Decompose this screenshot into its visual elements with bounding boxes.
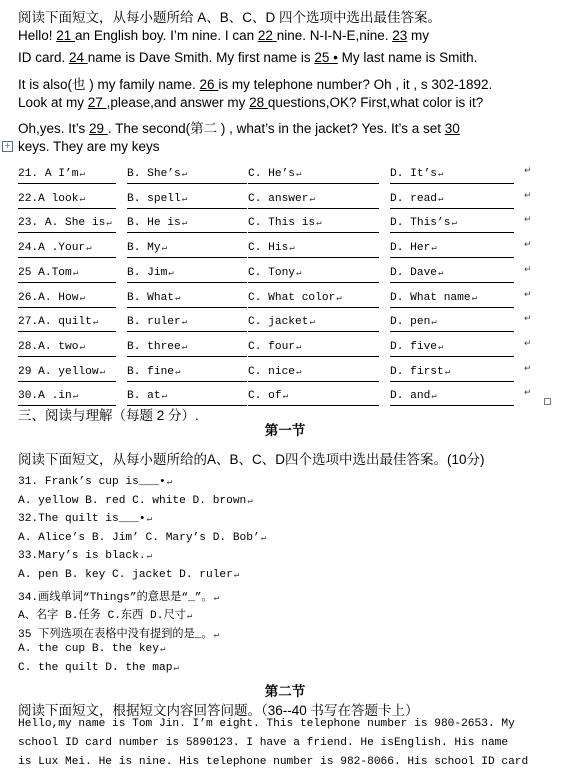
- option-cell: [127, 212, 247, 233]
- row-end-mark-icon: ↵: [524, 387, 532, 398]
- passage-2-line: Hello,my name is Tom Jin. I’m eight. This telephone number is 980-2653. My: [18, 718, 515, 730]
- option-text: B. spell: [127, 192, 181, 205]
- paragraph-mark-icon: ↵: [438, 341, 444, 352]
- option-text: 26.A. How: [18, 291, 79, 304]
- paragraph-mark-icon: ↵: [181, 193, 188, 204]
- option-cell: [390, 311, 514, 332]
- option-cell: [127, 163, 247, 184]
- passage-text: My last name is Smith.: [337, 50, 478, 65]
- section-1-heading: 第一节: [264, 423, 306, 438]
- option-cell: [248, 385, 379, 406]
- option-text: C. His: [248, 242, 289, 255]
- option-cell: [18, 212, 116, 233]
- option-text: B. at: [127, 390, 161, 403]
- passage-text: is my telephone number? Oh , it , s 302-1892.: [218, 77, 493, 92]
- option-text: D. and: [390, 390, 431, 403]
- paragraph-mark-icon: ↵: [451, 218, 457, 229]
- option-text: C. Tony: [248, 266, 295, 279]
- option-cell: [390, 163, 514, 184]
- option-text: 21. A I’m: [18, 168, 79, 180]
- blank-number: 27: [87, 95, 107, 110]
- question-options: [18, 662, 179, 674]
- option-cell: [390, 361, 514, 382]
- option-text: D. This’s: [390, 217, 451, 230]
- question-stem: [18, 625, 219, 641]
- option-cell: [127, 188, 247, 209]
- row-end-mark-icon: ↵: [524, 263, 532, 274]
- passage-text: my: [407, 28, 430, 43]
- option-cell: [390, 237, 514, 258]
- passage-text: nine. N-I-N-E,nine.: [276, 28, 393, 43]
- option-row: [18, 237, 558, 261]
- option-cell: [390, 188, 514, 209]
- passage-text: Look at my: [18, 95, 88, 110]
- option-text: D. pen: [390, 316, 431, 329]
- passage-1-instruction: 阅读下面短文，从每小题所给 A、B、C、D 四个选项中选出最佳答案。: [18, 10, 442, 25]
- option-cell: [390, 336, 514, 357]
- option-text: B. What: [127, 291, 174, 304]
- option-text: B. three: [127, 340, 181, 353]
- paragraph-mark-icon: ↵: [166, 477, 173, 487]
- option-text: D. first: [390, 365, 444, 378]
- passage-text: . The second(第二 ) , what’s in the jacket? Yes. It’s a set: [107, 121, 445, 136]
- paragraph-mark-icon: ↵: [471, 292, 477, 303]
- section-1-instruction: 阅读下面短文，从每小题所给的A、B、C、D四个选项中选出最佳答案。(10分): [18, 452, 485, 467]
- option-text: 23. A. She is: [18, 217, 106, 230]
- question-stem: [18, 476, 172, 488]
- paragraph-mark-icon: ↵: [431, 243, 437, 254]
- paragraph-mark-icon: ↵: [444, 366, 451, 377]
- option-text: 28.A. two: [18, 340, 79, 353]
- option-cell: [18, 262, 116, 283]
- option-text: B. She’s: [127, 168, 181, 180]
- passage-text: an English boy. I’m nine. I can: [75, 28, 258, 43]
- option-cell: [248, 361, 379, 382]
- blank-number: 21: [56, 28, 76, 43]
- paragraph-mark-icon: ↵: [175, 366, 181, 377]
- option-text: 29 A. yellow: [18, 365, 99, 378]
- passage-1-line: [18, 73, 492, 93]
- option-text: C. jacket: [248, 316, 309, 329]
- passage-1-line: [18, 50, 477, 65]
- paragraph-mark-icon: ↵: [247, 495, 253, 506]
- passage-text: Hello!: [18, 28, 57, 43]
- blank-number: 25 •: [314, 50, 338, 65]
- question-stem: [18, 513, 152, 525]
- question-text: 32.The quilt is___•: [18, 513, 146, 526]
- option-cell: [390, 385, 514, 406]
- paragraph-mark-icon: ↵: [161, 391, 167, 402]
- option-cell: [248, 311, 379, 332]
- paragraph-mark-icon: ↵: [173, 663, 179, 673]
- passage-1-line: [18, 117, 460, 137]
- option-text: B. fine: [127, 365, 174, 378]
- option-cell: [18, 361, 116, 382]
- paragraph-mark-icon: ↵: [282, 391, 288, 402]
- paragraph-mark-icon: ↵: [181, 218, 188, 229]
- passage-text: ,please,and answer my: [106, 95, 250, 110]
- option-text: C. answer: [248, 192, 309, 205]
- passage-text: questions,OK? First,what color is it?: [267, 95, 484, 110]
- paragraph-mark-icon: ↵: [161, 243, 167, 254]
- option-text: D. read: [390, 192, 437, 205]
- paragraph-mark-icon: ↵: [99, 366, 105, 377]
- section-2-heading: 第二节: [264, 684, 306, 699]
- question-text: A、名字 B.任务 C.东西 D.尺寸: [18, 610, 186, 623]
- blank-number: 29: [89, 121, 108, 136]
- option-text: C. nice: [248, 365, 295, 378]
- blank-number: 26: [199, 77, 219, 92]
- paragraph-mark-icon: ↵: [438, 169, 444, 179]
- option-cell: [18, 336, 116, 357]
- option-cell: [18, 287, 116, 308]
- option-text: B. My: [127, 242, 161, 255]
- table-move-handle-icon[interactable]: +: [2, 141, 13, 152]
- paragraph-mark-icon: ↵: [146, 551, 152, 562]
- option-text: B. He is: [127, 217, 181, 230]
- row-end-mark-icon: ↵: [524, 239, 532, 250]
- paragraph-mark-icon: ↵: [213, 629, 220, 640]
- passage-1-line: [18, 139, 160, 154]
- paragraph-mark-icon: ↵: [181, 317, 188, 328]
- option-text: D. It’s: [390, 168, 437, 180]
- option-cell: [390, 262, 514, 283]
- option-cell: [127, 361, 247, 382]
- question-stem: [18, 550, 152, 562]
- option-row: [18, 287, 558, 311]
- blank-number: 22: [257, 28, 277, 43]
- question-text: A. yellow B. red C. white D. brown: [18, 494, 247, 507]
- blank-number: 24: [69, 50, 88, 65]
- paragraph-mark-icon: ↵: [181, 169, 188, 179]
- paragraph-mark-icon: ↵: [79, 341, 85, 352]
- option-text: C. four: [248, 340, 295, 353]
- passage-1-line: [18, 28, 429, 43]
- option-text: 24.A .Your: [18, 242, 86, 255]
- question-text: A. Alice’s B. Jim’ C. Mary’s D. Bob’: [18, 531, 260, 544]
- row-end-mark-icon: ↵: [524, 165, 532, 175]
- option-text: 30.A .in: [18, 390, 72, 403]
- passage-text: ID card.: [18, 50, 70, 65]
- passage-2-line: is Lux Mei. He is nine. His telephone number is 982-8066. His school ID card: [18, 756, 529, 768]
- option-text: D. Dave: [390, 266, 437, 279]
- paragraph-mark-icon: ↵: [296, 267, 302, 278]
- row-end-mark-icon: ↵: [524, 288, 532, 299]
- paragraph-mark-icon: ↵: [181, 341, 188, 352]
- paragraph-mark-icon: ↵: [106, 218, 112, 229]
- paragraph-mark-icon: ↵: [438, 267, 444, 278]
- paragraph-mark-icon: ↵: [160, 644, 166, 655]
- option-row: [18, 262, 558, 286]
- paragraph-mark-icon: ↵: [72, 391, 79, 402]
- section-3-title: 三、阅读与理解（每题 2 分）.: [18, 408, 199, 423]
- option-cell: [127, 287, 247, 308]
- option-row: [18, 336, 558, 360]
- paragraph-mark-icon: ↵: [289, 243, 295, 254]
- question-text: C. the quilt D. the map: [18, 662, 173, 674]
- option-cell: [18, 311, 116, 332]
- question-text: A. pen B. key C. jacket D. ruler: [18, 569, 233, 581]
- paragraph-mark-icon: ↵: [233, 570, 240, 580]
- row-end-mark-icon: ↵: [524, 214, 532, 225]
- row-end-mark-icon: ↵: [524, 337, 532, 348]
- passage-2-line: school ID card number is 5890123. I have a friend. He isEnglish. His name: [18, 737, 509, 749]
- option-cell: [248, 287, 379, 308]
- row-end-mark-icon: ↵: [524, 313, 532, 324]
- option-cell: [248, 188, 379, 209]
- option-text: B. Jim: [127, 266, 168, 279]
- option-row: [18, 188, 558, 212]
- paragraph-mark-icon: ↵: [186, 611, 193, 622]
- question-text: A. the cup B. the key: [18, 643, 159, 656]
- paragraph-mark-icon: ↵: [175, 292, 181, 303]
- option-cell: [127, 336, 247, 357]
- paragraph-mark-icon: ↵: [309, 193, 315, 204]
- option-cell: [390, 212, 514, 233]
- option-text: D. What name: [390, 291, 471, 304]
- option-text: D. Her: [390, 242, 431, 255]
- passage-text: It is also(也 ) my family name.: [18, 77, 200, 92]
- question-options: [18, 606, 192, 622]
- paragraph-mark-icon: ↵: [72, 267, 79, 278]
- passage-text: keys. They are my keys: [18, 139, 160, 154]
- option-cell: [390, 287, 514, 308]
- question-options: [18, 643, 165, 655]
- option-cell: [248, 262, 379, 283]
- option-text: 22.A look: [18, 192, 79, 205]
- option-cell: [248, 336, 379, 357]
- row-end-mark-icon: ↵: [524, 362, 532, 373]
- option-cell: [127, 237, 247, 258]
- option-text: 27.A. quilt: [18, 316, 92, 329]
- paragraph-mark-icon: ↵: [296, 341, 302, 352]
- option-cell: [127, 311, 247, 332]
- paragraph-mark-icon: ↵: [213, 592, 220, 603]
- option-cell: [248, 237, 379, 258]
- paragraph-mark-icon: ↵: [146, 514, 152, 525]
- blank-number: 28: [249, 95, 268, 110]
- option-text: D. five: [390, 340, 437, 353]
- question-options: [18, 569, 239, 581]
- paragraph-mark-icon: ↵: [431, 391, 437, 402]
- section-2-instruction: 阅读下面短文，根据短文内容回答问题。（36--40 书写在答题卡上）: [18, 703, 419, 718]
- option-row: [18, 311, 558, 335]
- passage-1-line: [18, 95, 483, 110]
- option-cell: [248, 212, 379, 233]
- paragraph-mark-icon: ↵: [260, 532, 267, 543]
- option-row: [18, 361, 558, 385]
- question-stem: [18, 588, 219, 604]
- option-cell: [127, 262, 247, 283]
- option-text: C. This is: [248, 217, 316, 230]
- paragraph-mark-icon: ↵: [79, 169, 85, 179]
- paragraph-mark-icon: ↵: [79, 193, 85, 204]
- option-text: C. of: [248, 390, 282, 403]
- question-options: [18, 495, 253, 507]
- paragraph-mark-icon: ↵: [438, 193, 444, 204]
- paragraph-mark-icon: ↵: [168, 267, 174, 278]
- option-row: [18, 212, 558, 236]
- option-text: C. What color: [248, 291, 336, 304]
- blank-number: 23: [392, 28, 408, 43]
- option-row: [18, 163, 558, 187]
- paragraph-mark-icon: ↵: [79, 292, 85, 303]
- question-text: 31. Frank’s cup is___•: [18, 476, 166, 488]
- paragraph-mark-icon: ↵: [92, 317, 99, 328]
- option-cell: [18, 188, 116, 209]
- passage-text: Oh,yes. It’s: [18, 121, 90, 136]
- paragraph-mark-icon: ↵: [296, 169, 302, 179]
- paragraph-mark-icon: ↵: [86, 243, 92, 254]
- blank-number: 30: [444, 121, 460, 136]
- table-resize-handle-icon[interactable]: [544, 398, 551, 405]
- row-end-mark-icon: ↵: [524, 189, 532, 200]
- passage-text: name is Dave Smith. My first name is: [87, 50, 315, 65]
- option-cell: [18, 163, 116, 184]
- paragraph-mark-icon: ↵: [431, 317, 437, 328]
- paragraph-mark-icon: ↵: [296, 366, 302, 377]
- option-text: 25 A.Tom: [18, 266, 72, 279]
- paragraph-mark-icon: ↵: [316, 218, 322, 229]
- question-options: [18, 532, 266, 544]
- option-cell: [18, 237, 116, 258]
- question-text: 33.Mary’s is black.: [18, 550, 146, 563]
- question-text: 35 下列选项在表格中没有提到的是_。: [18, 628, 213, 641]
- paragraph-mark-icon: ↵: [336, 292, 342, 303]
- paragraph-mark-icon: ↵: [309, 317, 315, 328]
- option-text: B. ruler: [127, 316, 181, 329]
- option-text: C. He’s: [248, 168, 295, 180]
- question-text: 34.画线单词“Things”的意思是“_”。: [18, 591, 213, 604]
- option-cell: [248, 163, 379, 184]
